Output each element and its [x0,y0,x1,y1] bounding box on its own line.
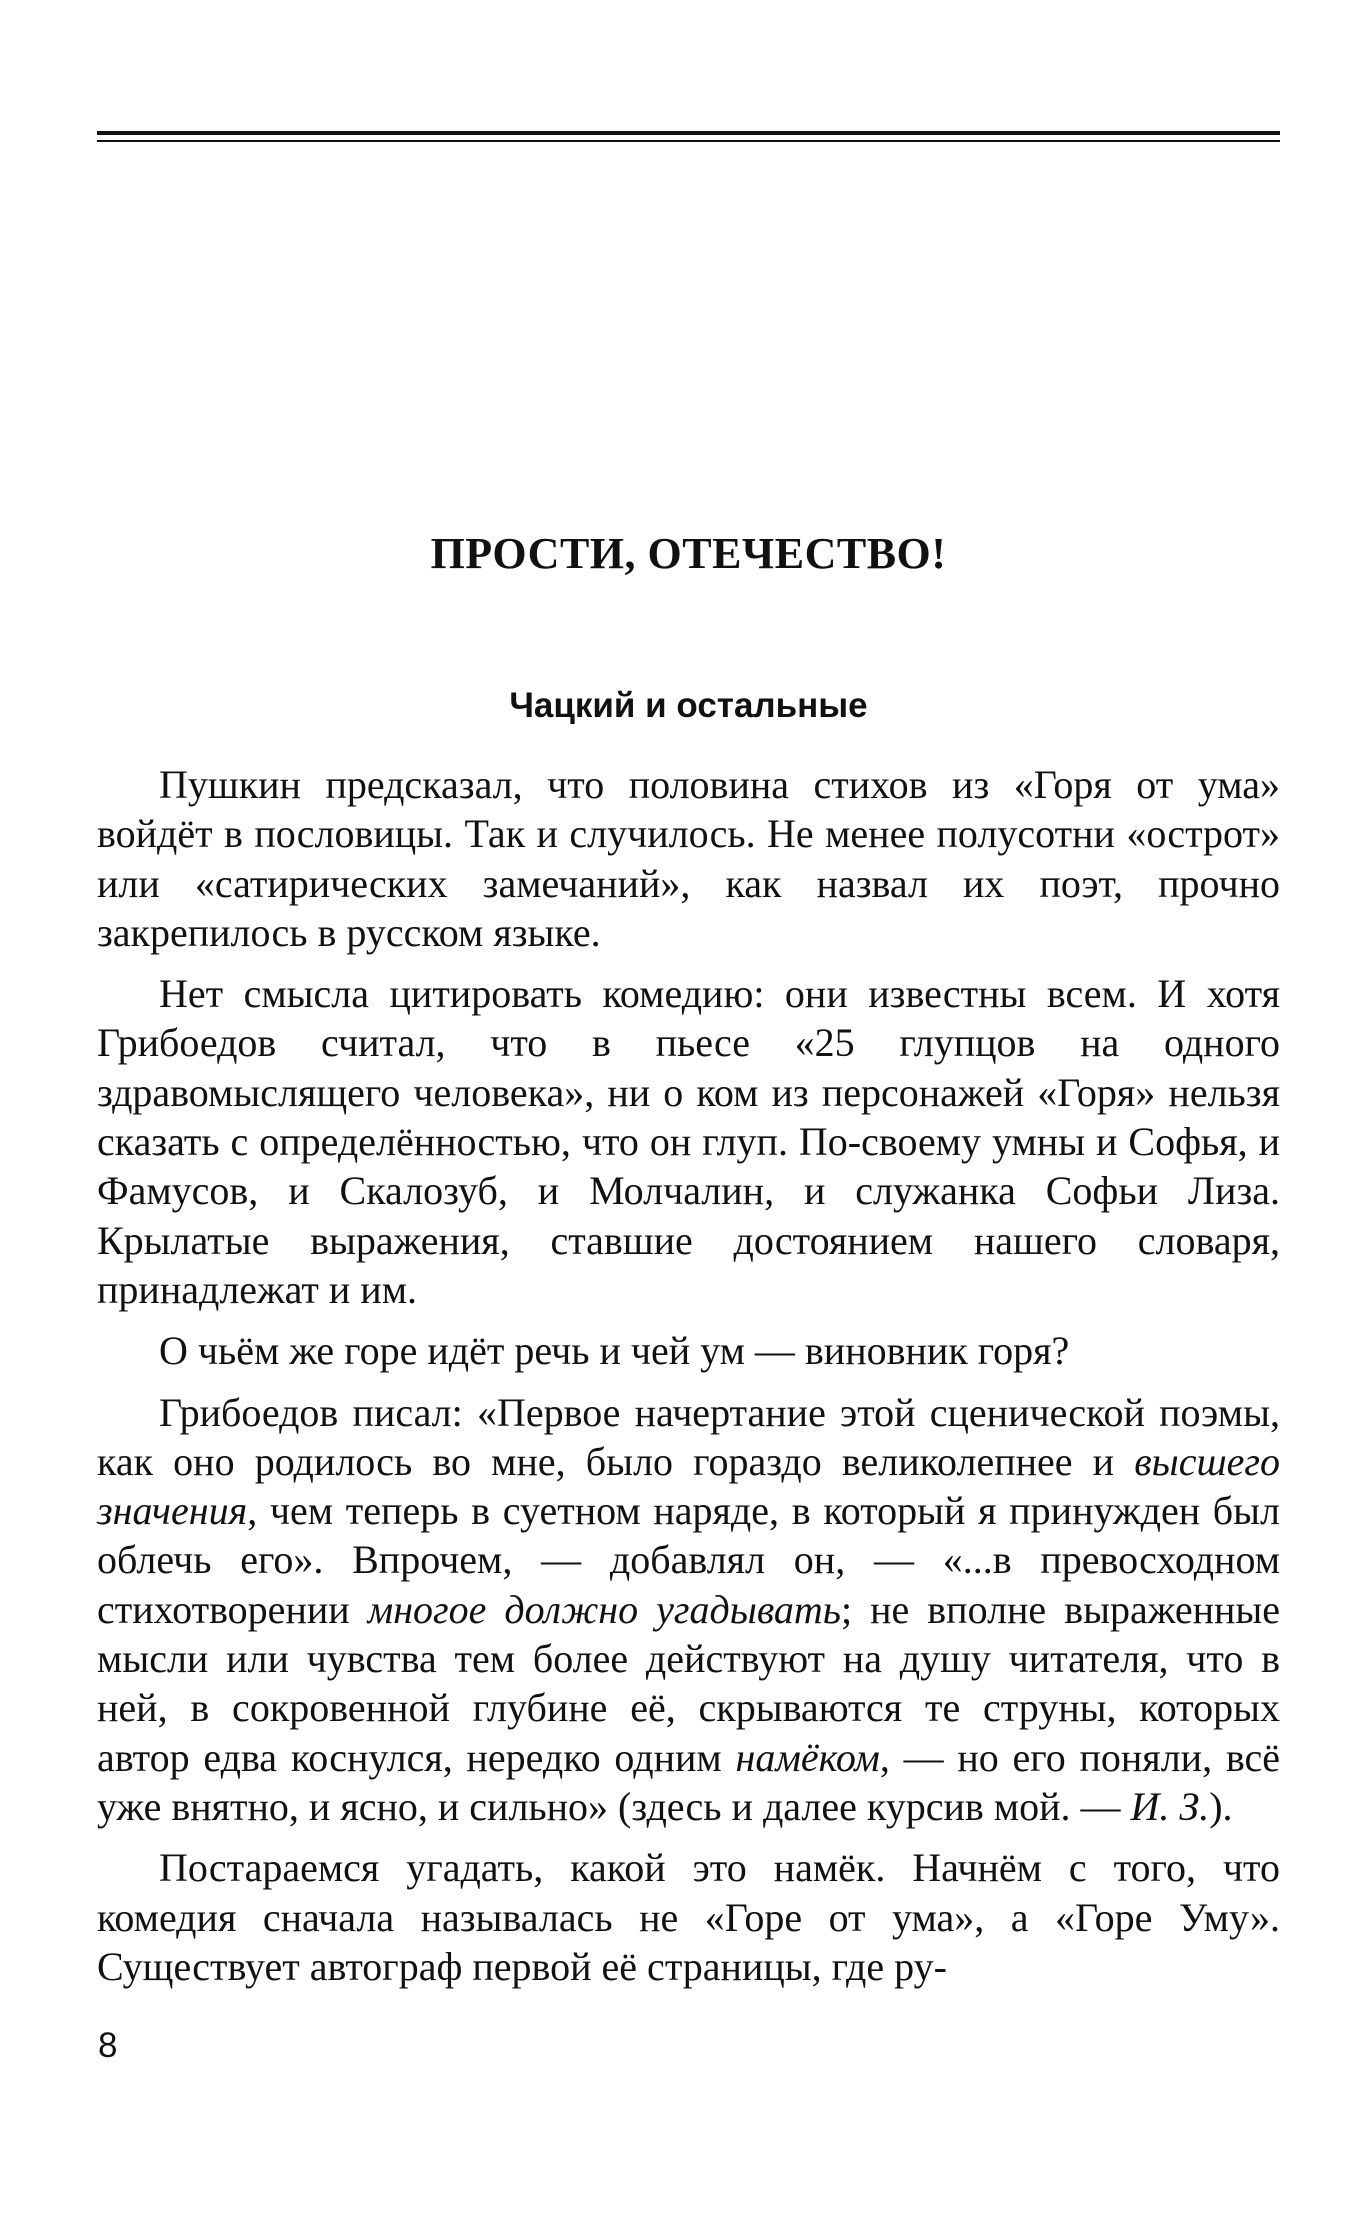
paragraph [97,760,1280,957]
text-run: ). [1209,1783,1233,1829]
header-rule-thick [97,131,1280,135]
text-run: Нет смысла цитировать комедию: они известны всем. И хотя Грибоедов считал, что в пьесе «25 глупцов на одного здравомыслящего человека», ни о ком из персонажей «Горя» нельзя сказать с определённостью, что он глуп. По-своему умны и Софья, и Фамусов, и Скалозуб, и Молчалин, и служанка Софьи Лиза. Крылатые выражения, ставшие достоянием нашего словаря, принадлежат и им. [97,971,1280,1312]
paragraph [97,969,1280,1314]
header-rule-thin [97,140,1280,142]
chapter-title: ПРОСТИ, ОТЕЧЕСТВО! [430,529,947,578]
text-run: Грибоедов писал: «Первое начертание этой сценической поэмы, как оно родилось во мне, было гораздо великолепнее и [97,1389,1280,1484]
italic-run: намёком [735,1734,880,1780]
body-text [97,760,1280,1991]
text-run: ; не вполне выраженные мысли или чувства тем более действуют на душу читателя, что в ней, в сокровенной глубине её, скрываются те струны, которых автор едва коснулся, нередко одним [97,1586,1281,1780]
paragraph [97,1388,1280,1832]
page-number: 8 [98,2026,118,2065]
text-run: , чем теперь в суетном наряде, в который я принужден был облечь его». Впрочем, — добавлял он, — «...в превосходном стихотворении [97,1488,1280,1632]
section-title: Чацкий и остальные [509,686,868,725]
italic-run: высшего значения [97,1438,1280,1534]
italic-run: многое должно угадывать [367,1586,842,1632]
paragraph [97,1326,1280,1375]
text-run: Постараемся угадать, какой это намёк. Начнём с того, что комедия сначала называлась не «Горе от ума», а «Горе Уму». Существует автограф первой её страницы, где ру- [97,1845,1280,1989]
paragraph [97,1843,1280,1991]
text-run: , — но его поняли, всё уже внятно, и ясно, и сильно» (здесь и далее курсив мой. — [97,1734,1280,1829]
text-run: Пушкин предсказал, что половина стихов из «Горя от ума» войдёт в пословицы. Так и случилось. Не менее полусотни «острот» или «сатирических замечаний», как назвал их поэт, прочно закрепилось в русском языке. [97,762,1280,955]
italic-run: И. З. [1130,1783,1210,1829]
text-run: О чьём же горе идёт речь и чей ум — виновник горя? [159,1328,1070,1374]
